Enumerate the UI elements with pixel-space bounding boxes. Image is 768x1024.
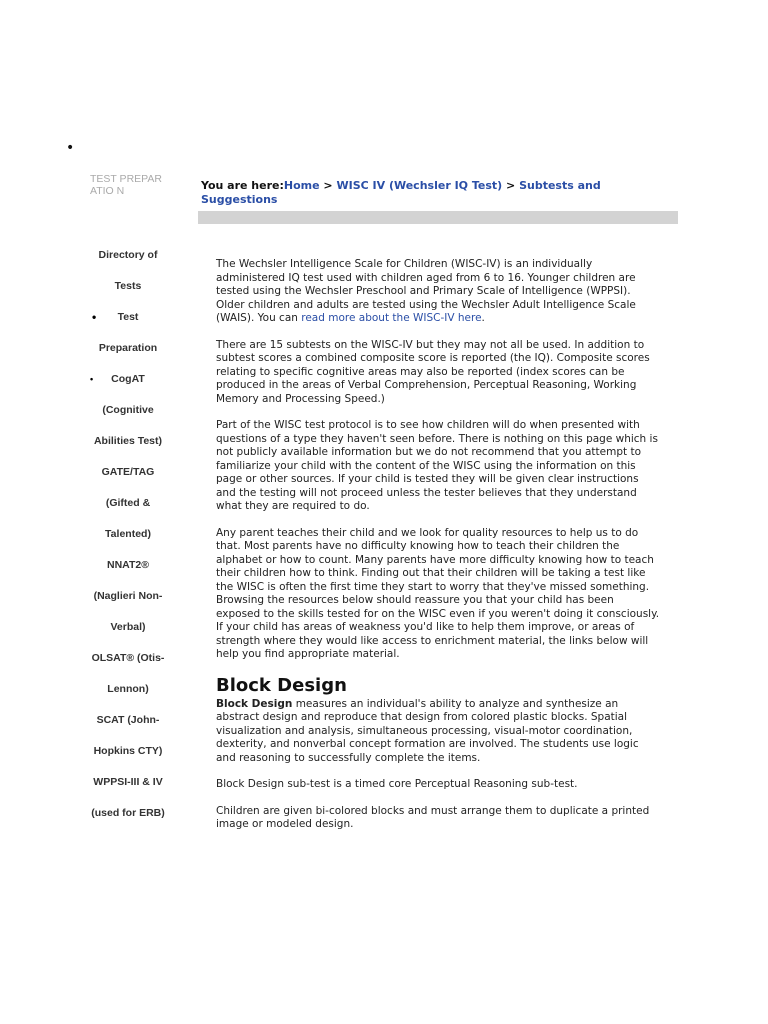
sidebar-item[interactable] [82,588,174,619]
sidebar-item[interactable] [82,464,174,495]
sidebar-item[interactable] [82,526,174,557]
block-design-timed-note: Block Design sub-test is a timed core Perceptual Reasoning sub-test. [216,778,578,790]
read-more-wisc-link[interactable]: read more about the WISC-IV here [301,312,482,324]
main-content [216,258,661,845]
sidebar-item-label: (used for ERB) [91,807,165,819]
sidebar-item-label: NNAT2® [107,559,149,571]
sidebar-item[interactable] [82,495,174,526]
sidebar-item[interactable] [82,743,174,774]
protocol-paragraph: Part of the WISC test protocol is to see how children will do when presented with questions of a type they haven't seen before. There is nothing on this page which is not publicly available information but we do not recommend that you attempt to familiarize your child with the content of the WISC using the information on this page or other sources. If your child is tested they will be given clear instructions and the testing will not proceed unless the tester believes that they understand what they are required to do. [216,419,658,512]
sidebar-item-label: Hopkins CTY) [93,745,163,757]
sidebar-item-label: OLSAT® (Otis- [91,652,165,664]
sidebar-item[interactable] [82,309,174,340]
sidebar-item[interactable] [82,340,174,371]
sidebar-item-label: Verbal) [110,621,146,633]
sidebar-item-label: Abilities Test) [93,435,163,447]
sidebar-item-label: SCAT (John- [96,714,160,726]
breadcrumb [201,179,621,207]
sidebar-item[interactable] [82,712,174,743]
sidebar-heading: TEST PREPARATIO N [90,173,162,197]
breadcrumb-prefix: You are here: [201,179,284,192]
breadcrumb-separator: > [502,179,520,192]
sidebar-item-label: Tests [114,280,142,292]
intro-paragraph [216,258,661,326]
sidebar-item-label: (Naglieri Non- [93,590,163,602]
sidebar-item[interactable] [82,650,174,681]
sidebar-item[interactable] [82,681,174,712]
sidebar-item[interactable] [82,433,174,464]
breadcrumb-wisc-link[interactable]: WISC IV (Wechsler IQ Test) [336,179,503,192]
sidebar-item-label: Test [117,311,139,323]
sidebar-bullet: • [92,310,97,324]
sidebar-item[interactable] [82,278,174,309]
list-bullet: • [66,140,75,156]
sidebar-item-label: (Gifted & [105,497,151,509]
sidebar-item[interactable] [82,805,174,836]
sidebar-nav [82,247,174,836]
intro-end: . [481,312,485,324]
sidebar-item-label: CogAT [111,373,145,385]
sidebar-item-label: WPPSI-III & IV [93,776,163,788]
block-design-term: Block Design [216,697,293,710]
breadcrumb-home-link[interactable]: Home [283,179,320,192]
sidebar-item[interactable] [82,402,174,433]
sidebar-bullet: • [90,374,94,384]
breadcrumb-current-link[interactable]: Subtests and Suggestions [201,179,601,206]
sidebar-item[interactable] [82,557,174,588]
sidebar-item-label: Talented) [105,528,151,540]
breadcrumb-separator: > [319,179,337,192]
block-design-description: measures an individual's ability to analyze and synthesize an abstract design and reproduce that design from colored plastic blocks. Spatial visualization and analysis, simultaneous processing, visual-motor coordination, dexterity, and nonverbal concept formation are involved. The students use logic and reasoning to successfully complete the items. [216,697,639,764]
intro-text: The Wechsler Intelligence Scale for Children (WISC-IV) is an individually administered IQ test used with children aged from 6 to 16. Younger children are tested using the Wechsler Preschool and Primary Scale of Intelligence (WPPSI). Older children and adults are tested using the Wechsler Adult Intelligence Scale (WAIS). You can [216,258,636,324]
parents-paragraph: Any parent teaches their child and we look for quality resources to help us to do that. Most parents have no difficulty knowing how to teach their children the alphabet or how to count. Many parents have more difficulty knowing how to teach their children how to think. Finding out that their children will be taking a test like the WISC is often the first time they start to worry that they've missed something. Browsing the resources below should reassure you that your child has been exposed to the skills tested for on the WISC even if you weren't doing it consciously. If your child has areas of weakness you'd like to help them improve, or areas of strength where they would like access to enrichment material, the links below will help you find appropriate material. [216,526,660,660]
sidebar-item[interactable] [82,247,174,278]
sidebar-item-label: GATE/TAG [101,466,155,478]
sidebar-item-label: Directory of [98,249,158,261]
sidebar-item[interactable] [82,619,174,650]
sidebar-item-label: Lennon) [107,683,149,695]
sidebar-item[interactable] [82,371,174,402]
block-design-intro [216,698,661,766]
header-divider-bar [198,211,678,224]
sidebar-item-label: Preparation [98,342,158,354]
block-design-materials-note: Children are given bi-colored blocks and must arrange them to duplicate a printed image or modeled design. [216,804,650,830]
subtests-paragraph: There are 15 subtests on the WISC-IV but they may not all be used. In addition to subtest scores a combined composite score is reported (the IQ). Composite scores relating to specific cognitive areas may also be reported (index scores can be produced in the areas of Verbal Comprehension, Perceptual Reasoning, Working Memory and Processing Speed.) [216,338,650,405]
block-design-heading: Block Design [216,674,347,696]
sidebar-item-label: (Cognitive [102,404,154,416]
sidebar-item[interactable] [82,774,174,805]
